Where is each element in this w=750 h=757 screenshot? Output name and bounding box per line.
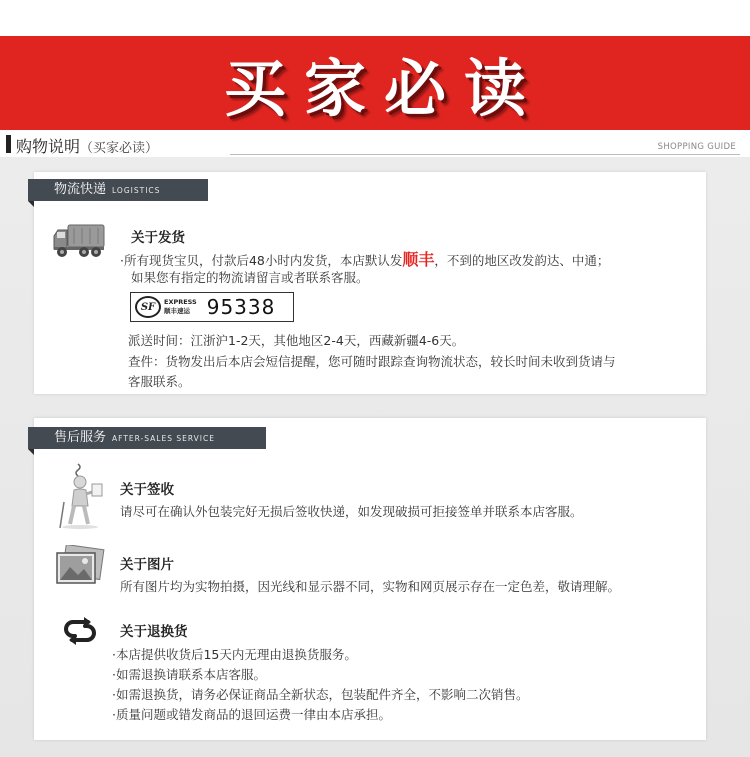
shipping-line-2: 如果您有指定的物流请留言或者联系客服。 [131, 270, 369, 285]
section-subheader [0, 131, 750, 157]
photo-text: 所有图片均为实物拍摄，因光线和显示器不同，实物和网页展示存在一定色差，敬请理解。 [120, 579, 621, 594]
photo-heading: 关于图片 [120, 557, 174, 573]
header-banner [0, 36, 750, 130]
sf-logo: SF [135, 296, 161, 318]
return-item-3: ·如需退换货，请务必保证商品全新状态，包装配件齐全，不影响二次销售。 [112, 687, 529, 702]
aftersales-tag [28, 427, 266, 449]
logistics-tag-fold [28, 201, 34, 207]
tracking-line-1: 查件：货物发出后本店会短信提醒，您可随时跟踪查询物流状态，较长时间未收到货请与 [128, 354, 616, 369]
sign-text: 请尽可在确认外包装完好无损后签收快递，如发现破损可拒接签单并联系本店客服。 [120, 504, 583, 519]
shipping-heading: 关于发货 [131, 230, 185, 246]
shipping-line-1 [120, 247, 609, 270]
subheader-bar [6, 135, 11, 153]
subheader-paren: （买家必读） [80, 141, 159, 156]
sf-express-label: EXPRESS [164, 298, 197, 306]
photo-icon [54, 545, 106, 589]
banner-title: 买家必读 [223, 51, 544, 125]
subheader-title [16, 134, 158, 157]
truck-icon [52, 222, 106, 258]
sf-highlight: 顺丰 [402, 250, 435, 269]
exchange-arrows-icon [62, 616, 98, 646]
sf-phone-number: 95338 [206, 295, 276, 319]
person-signing-icon [56, 462, 106, 530]
logistics-tag-en: LOGISTICS [112, 186, 161, 195]
sign-heading: 关于签收 [120, 482, 174, 498]
return-item-1: ·本店提供收货后15天内无理由退换货服务。 [112, 647, 357, 662]
logistics-tag [28, 179, 208, 201]
aftersales-tag-en: AFTER-SALES SERVICE [112, 434, 215, 443]
sf-cn-label: 顺丰速运 [164, 307, 190, 315]
subheader-en: SHOPPING GUIDE [657, 142, 736, 152]
return-item-2: ·如需退换请联系本店客服。 [112, 667, 266, 682]
aftersales-tag-fold [28, 449, 34, 455]
logistics-tag-cn: 物流快递 [54, 182, 107, 197]
shipping-line-1-pre: ·所有现货宝贝，付款后48小时内发货，本店默认发 [120, 253, 403, 268]
shipping-line-1-post: ，不到的地区改发韵达、中通； [434, 253, 610, 268]
delivery-time: 派送时间：江浙沪1-2天，其他地区2-4天，西藏新疆4-6天。 [128, 333, 465, 348]
subheader-title-text: 购物说明 [16, 137, 81, 156]
return-item-4: ·质量问题或错发商品的退回运费一律由本店承担。 [112, 707, 391, 722]
subheader-divider [230, 154, 740, 155]
return-heading: 关于退换货 [120, 624, 188, 640]
aftersales-tag-cn: 售后服务 [54, 430, 107, 445]
tracking-line-2: 客服联系。 [128, 374, 191, 389]
sf-logo-text [164, 298, 197, 316]
sf-express-badge [130, 292, 294, 322]
